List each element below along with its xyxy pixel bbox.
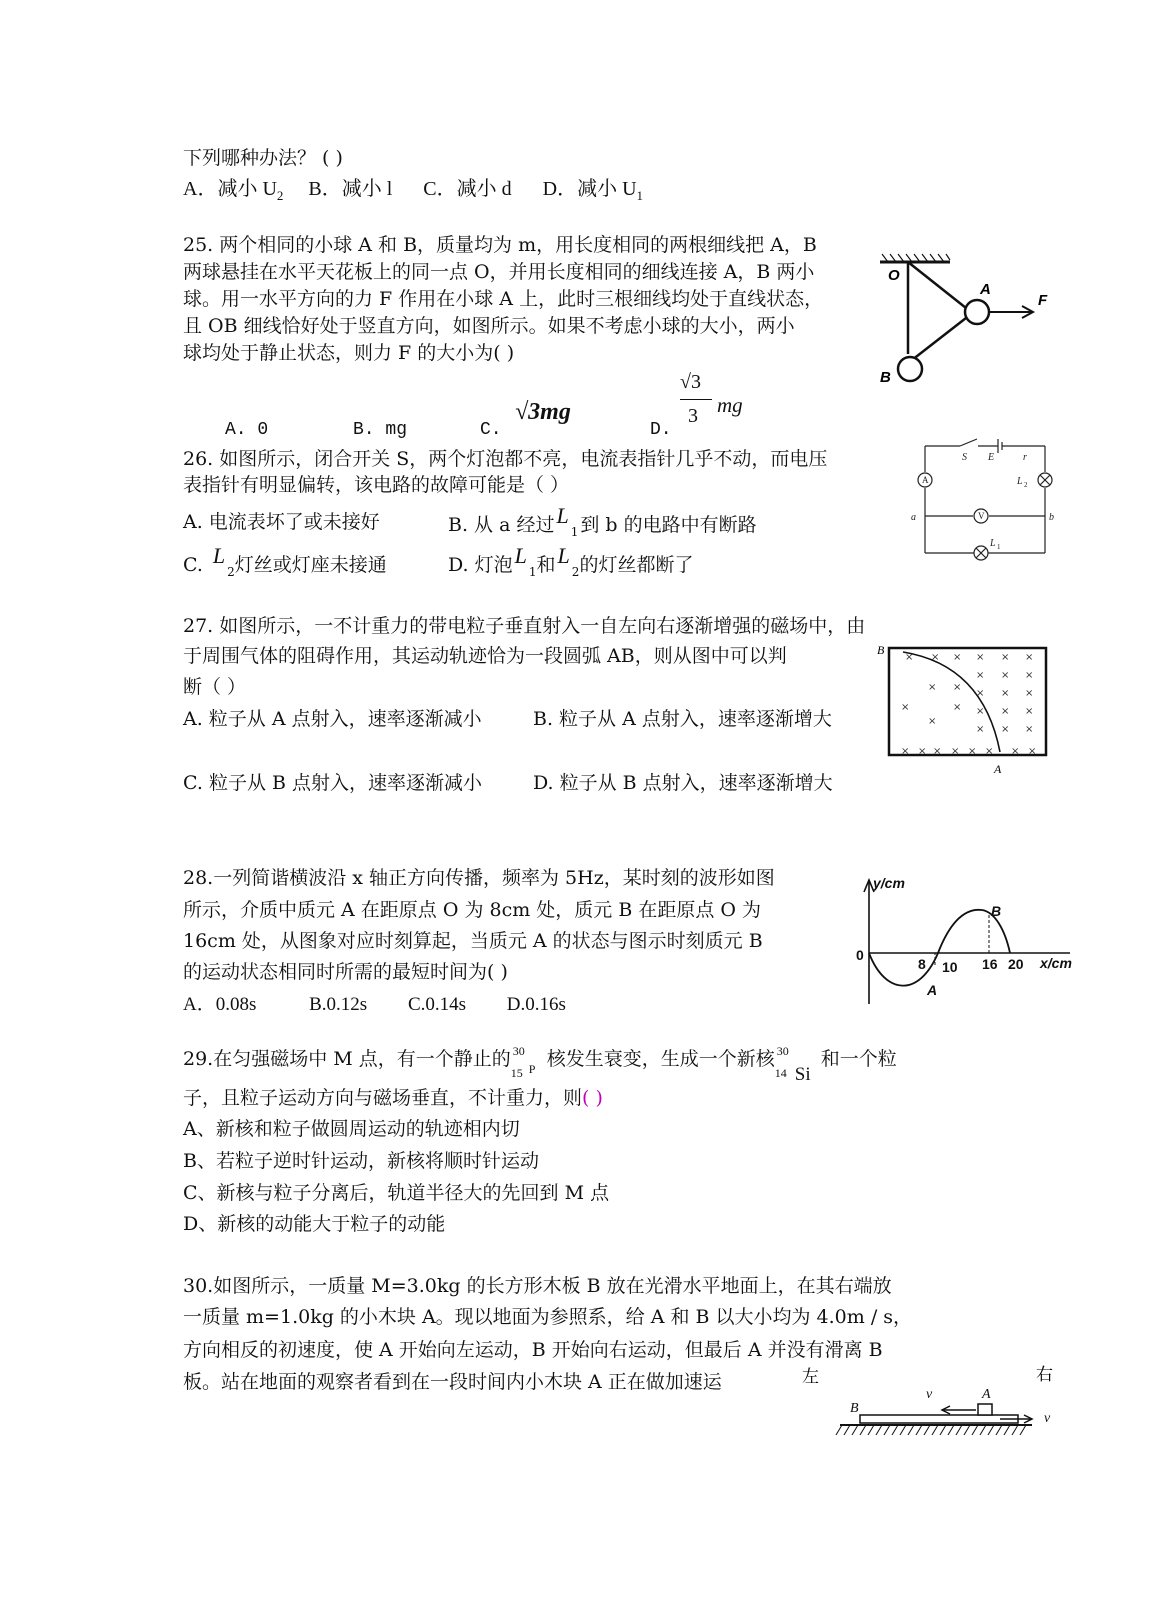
q24-sub: 1 bbox=[636, 188, 644, 203]
tick-8: 8 bbox=[918, 956, 926, 972]
svg-text:×: × bbox=[1001, 706, 1010, 717]
q28-line: 16cm 处，从图象对应时刻算起，当质元 A 的状态与图示时刻质元 B bbox=[183, 930, 763, 952]
label-a: A bbox=[994, 762, 1002, 776]
voltmeter-label: V bbox=[978, 511, 985, 521]
svg-text:1: 1 bbox=[997, 543, 1001, 551]
svg-text:×: × bbox=[933, 746, 942, 757]
q25-option-d-numerator: √3 bbox=[680, 371, 701, 393]
q30-line: 30.如图所示，一质量 M=3.0kg 的长方形木板 B 放在光滑水平地面上，在其右端放 bbox=[183, 1275, 892, 1297]
label-a: A bbox=[980, 281, 991, 298]
q24-sub: 2 bbox=[276, 188, 284, 203]
q26-option-c-post: 灯丝或灯座未接通 bbox=[234, 554, 387, 576]
field-region bbox=[889, 648, 1046, 755]
q25-line: 两球悬挂在水平天花板上的同一点 O，并用长度相同的细线连接 A，B 两小 bbox=[183, 261, 815, 283]
svg-text:×: × bbox=[953, 702, 962, 713]
q29-line1: 29.在匀强磁场中 M 点，有一个静止的 30 15 P 核发生衰变，生成一个新核 30 14 Si 和一个粒 bbox=[183, 1044, 897, 1085]
svg-text:2: 2 bbox=[1024, 481, 1028, 489]
q28-option-d: D.0.16s bbox=[506, 994, 566, 1015]
q30-board-figure bbox=[800, 1362, 1070, 1452]
q29-line1-post: 和一个粒 bbox=[820, 1048, 897, 1070]
svg-text:×: × bbox=[1025, 652, 1034, 663]
svg-text:×: × bbox=[968, 746, 977, 757]
q25-option-a: A. 0 bbox=[225, 420, 269, 440]
q30-line: 一质量 m=1.0kg 的小木块 A。现以地面为参照系，给 A 和 B 以大小均为 4.0m / s， bbox=[183, 1306, 913, 1328]
ground-hatch bbox=[836, 1425, 1026, 1435]
label-b: B bbox=[877, 643, 885, 657]
q26-option-d-mid: 和 bbox=[536, 554, 556, 576]
svg-text:×: × bbox=[1028, 746, 1037, 757]
q29-option-c: C、新核与粒子分离后，轨道半径大的先回到 M 点 bbox=[183, 1182, 610, 1204]
q25-line: 且 OB 细线恰好处于竖直方向，如图所示。如果不考虑小球的大小，两小 bbox=[183, 315, 795, 337]
field-crosses bbox=[901, 652, 1036, 757]
label-a: a bbox=[911, 512, 916, 523]
svg-text:×: × bbox=[976, 652, 985, 663]
string-oa bbox=[908, 262, 966, 308]
q24-option-c: C．减小 d bbox=[423, 178, 512, 200]
q26-option-b: B. 从 a 经过$L_1$ 到 b 的电路中有断路 bbox=[448, 503, 757, 539]
q29-line2: 子，且粒子运动方向与磁场垂直，不计重力，则( ) bbox=[183, 1087, 603, 1109]
label-l2: L bbox=[1017, 476, 1023, 487]
ammeter-label: A bbox=[922, 475, 929, 485]
q26-option-c: C. $L_2$灯丝或灯座未接通 bbox=[183, 543, 387, 579]
q26-option-b-pre: B. 从 a 经过 bbox=[448, 514, 555, 536]
q30-line: 方向相反的初速度，使 A 开始向左运动，B 开始向右运动，但最后 A 并没有滑离 B bbox=[183, 1339, 883, 1361]
q25-line: 25. 两个相同的小球 A 和 B，质量均为 m，用长度相同的两根细线把 A，B bbox=[183, 234, 817, 256]
q27-line: 27. 如图所示，一不计重力的带电粒子垂直射入一自左向右逐渐增强的磁场中，由 bbox=[183, 615, 866, 637]
q28-line: 所示，介质中质元 A 在距原点 O 为 8cm 处，质元 B 在距原点 O 为 bbox=[183, 899, 761, 921]
ball-a bbox=[965, 300, 989, 324]
svg-text:×: × bbox=[1011, 746, 1020, 757]
q25-option-d-tail: mg bbox=[717, 393, 743, 417]
ceiling-hatch bbox=[880, 254, 950, 262]
q27-option-a: A. 粒子从 A 点射入，速率逐渐减小 bbox=[183, 708, 482, 730]
q25-option-c: C. bbox=[480, 420, 502, 440]
q27-option-b: B. 粒子从 A 点射入，速率逐渐增大 bbox=[533, 708, 832, 730]
q26-option-a: A. 电流表坏了或未接好 bbox=[183, 511, 380, 533]
q26-option-b-post: 到 b 的电路中有断路 bbox=[580, 514, 757, 536]
y-axis-label: y/cm bbox=[873, 875, 905, 891]
q28-option-a: A．0.08s bbox=[183, 994, 257, 1015]
svg-text:×: × bbox=[1001, 652, 1010, 663]
svg-text:×: × bbox=[901, 702, 910, 713]
q24-option-a: A．减小 U bbox=[183, 178, 277, 200]
svg-text:×: × bbox=[976, 706, 985, 717]
symbol-l: L bbox=[212, 543, 226, 568]
label-r: r bbox=[1023, 452, 1027, 463]
svg-text:×: × bbox=[1001, 688, 1010, 699]
q29-line1-mid: 核发生衰变，生成一个新核 bbox=[546, 1048, 775, 1070]
label-a: A bbox=[927, 982, 938, 998]
particle-arc bbox=[903, 652, 1000, 752]
q27-field-figure bbox=[873, 640, 1053, 780]
label-s: S bbox=[962, 452, 967, 463]
board-b bbox=[860, 1415, 1018, 1423]
q29-option-b: B、若粒子逆时针运动，新核将顺时针运动 bbox=[183, 1150, 539, 1172]
q26-option-d: D. 灯泡$L_1$和$L_2$的灯丝都断了 bbox=[448, 543, 694, 579]
q30-line: 板。站在地面的观察者看到在一段时间内小木块 A 正在做加速运 bbox=[183, 1371, 722, 1393]
svg-text:×: × bbox=[1025, 688, 1034, 699]
label-b: b bbox=[1049, 512, 1054, 523]
q25-fraction-bar bbox=[680, 399, 712, 400]
q28-option-b: B.0.12s bbox=[309, 994, 368, 1015]
label-a: A bbox=[982, 1387, 991, 1402]
q28-option-c: C.0.14s bbox=[407, 994, 467, 1015]
svg-text:×: × bbox=[931, 652, 940, 663]
q26-line: 26. 如图所示，闭合开关 S，两个灯泡都不亮，电流表指针几乎不动，而电压 bbox=[183, 448, 828, 470]
svg-text:×: × bbox=[1025, 724, 1034, 735]
label-l1: L bbox=[990, 538, 996, 549]
tick-20: 20 bbox=[1008, 956, 1024, 972]
svg-text:×: × bbox=[951, 746, 960, 757]
q26-option-d-post: 的灯丝都断了 bbox=[579, 554, 694, 576]
q28-line: 的运动状态相同时所需的最短时间为( ) bbox=[183, 961, 508, 983]
symbol-l: L bbox=[556, 503, 569, 528]
svg-text:×: × bbox=[1025, 670, 1034, 681]
q27-line: 断（ ） bbox=[183, 676, 247, 698]
tick-16: 16 bbox=[982, 956, 998, 972]
q24-options bbox=[183, 179, 643, 202]
q28-wave-figure bbox=[855, 870, 1085, 1010]
q25-option-c-expr: √3mg bbox=[515, 399, 571, 425]
q29-line1-pre: 29.在匀强磁场中 M 点，有一个静止的 bbox=[183, 1048, 511, 1070]
label-e: E bbox=[988, 452, 995, 463]
tick-10: 10 bbox=[942, 959, 958, 975]
svg-text:×: × bbox=[918, 746, 927, 757]
svg-text:×: × bbox=[985, 746, 994, 757]
svg-text:×: × bbox=[1001, 724, 1010, 735]
q24-option-b: B．减小 l bbox=[308, 178, 393, 200]
x-axis-label: x/cm bbox=[1040, 955, 1072, 971]
q26-line: 表指针有明显偏转，该电路的故障可能是（ ） bbox=[183, 474, 570, 496]
svg-text:×: × bbox=[976, 688, 985, 699]
block-a bbox=[978, 1404, 992, 1415]
label-left: 左 bbox=[802, 1367, 819, 1387]
svg-text:×: × bbox=[928, 716, 937, 727]
svg-text:×: × bbox=[1001, 670, 1010, 681]
q25-option-d: D. bbox=[650, 420, 672, 440]
string-ab bbox=[912, 318, 966, 360]
q26-option-d-pre: D. 灯泡 bbox=[448, 554, 513, 576]
q28-options bbox=[183, 995, 566, 1014]
q27-option-c: C. 粒子从 B 点射入，速率逐渐减小 bbox=[183, 772, 482, 794]
q25-option-d-denominator: 3 bbox=[688, 405, 698, 427]
q27-option-d: D. 粒子从 B 点射入，速率逐渐增大 bbox=[533, 772, 833, 794]
label-b: B bbox=[991, 903, 1002, 919]
svg-text:×: × bbox=[953, 652, 962, 663]
label-v-b: v bbox=[1044, 1411, 1051, 1426]
q25-line: 球。用一水平方向的力 F 作用在小球 A 上，此时三根细线均处于直线状态， bbox=[183, 288, 824, 310]
ball-b bbox=[898, 357, 922, 381]
label-b: B bbox=[880, 369, 891, 386]
q27-line: 于周围气体的阻碍作用，其运动轨迹恰为一段圆弧 AB，则从图中可以判 bbox=[183, 645, 787, 667]
q26-option-c-pre: C. bbox=[183, 554, 203, 576]
symbol-l: L bbox=[514, 543, 527, 568]
svg-text:×: × bbox=[905, 652, 914, 663]
q29-option-a: A、新核和粒子做圆周运动的轨迹相内切 bbox=[183, 1118, 520, 1140]
svg-text:×: × bbox=[953, 682, 962, 693]
q25-option-b: B. mg bbox=[353, 420, 408, 440]
q26-circuit-figure bbox=[905, 438, 1055, 573]
label-o: O bbox=[888, 267, 900, 284]
q29-answer-paren: ( ) bbox=[582, 1087, 603, 1109]
q25-line: 球均处于静止状态，则力 F 的大小为( ) bbox=[183, 342, 515, 364]
svg-text:×: × bbox=[976, 670, 985, 681]
symbol-l: L bbox=[557, 543, 570, 568]
q28-line: 28.一列简谐横波沿 x 轴正方向传播，频率为 5Hz，某时刻的波形如图 bbox=[183, 867, 775, 889]
q25-figure bbox=[870, 250, 1060, 390]
label-v-a: v bbox=[926, 1387, 933, 1402]
q24-option-d: D．减小 U bbox=[542, 178, 637, 200]
svg-text:×: × bbox=[901, 746, 910, 757]
label-f: F bbox=[1038, 292, 1048, 309]
svg-text:×: × bbox=[1025, 706, 1034, 717]
svg-text:×: × bbox=[976, 724, 985, 735]
q29-option-d: D、新核的动能大于粒子的动能 bbox=[183, 1213, 446, 1235]
origin-label: 0 bbox=[856, 947, 864, 963]
label-right: 右 bbox=[1036, 1365, 1053, 1385]
q24-tail: 下列哪种办法？ ( ) bbox=[183, 147, 343, 169]
svg-text:×: × bbox=[928, 682, 937, 693]
label-b: B bbox=[850, 1401, 859, 1416]
